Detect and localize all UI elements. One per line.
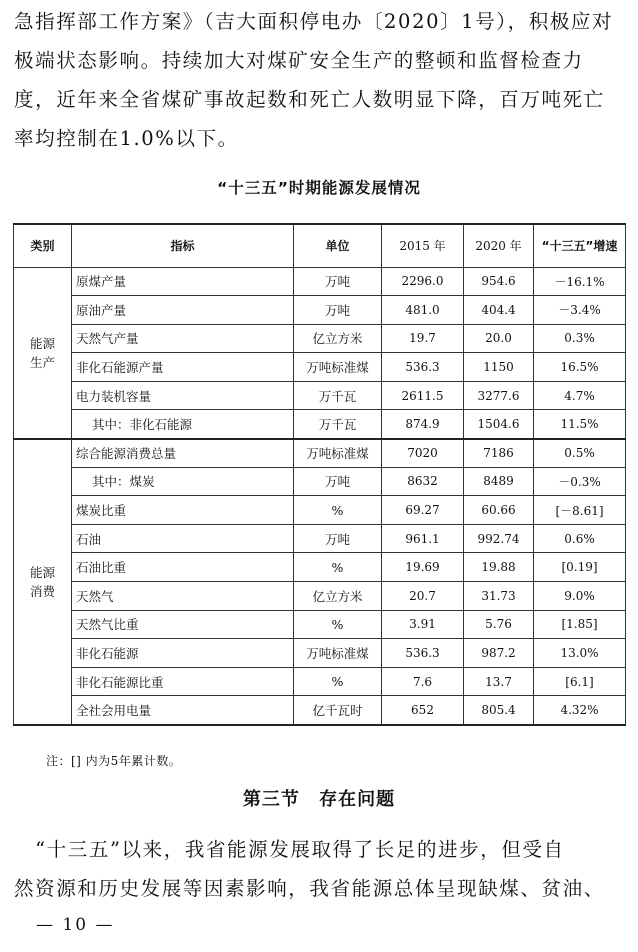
growth-cell: 0.5% xyxy=(534,439,626,468)
value-2015-cell: 2611.5 xyxy=(382,381,464,410)
unit-cell: 万吨 xyxy=(294,267,382,296)
unit-cell: 万吨 xyxy=(294,296,382,325)
value-2015-cell: 2296.0 xyxy=(382,267,464,296)
growth-cell: －0.3% xyxy=(534,467,626,496)
header-indicator: 指标 xyxy=(72,224,294,267)
text-line: 急指挥部工作方案》（吉大面积停电办〔2020〕1号），积极应对 xyxy=(14,10,614,33)
value-2020-cell: 7186 xyxy=(464,439,534,468)
growth-cell: 4.7% xyxy=(534,381,626,410)
value-2015-cell: 69.27 xyxy=(382,496,464,525)
indicator-cell: 非化石能源比重 xyxy=(72,667,294,696)
unit-cell: 万千瓦 xyxy=(294,410,382,439)
table-row xyxy=(14,553,626,582)
value-2020-cell: 19.88 xyxy=(464,553,534,582)
indicator-cell: 天然气产量 xyxy=(72,324,294,353)
closing-paragraph xyxy=(14,830,624,908)
growth-cell: [1.85] xyxy=(534,610,626,639)
section-title: 存在问题 xyxy=(319,789,396,810)
unit-cell: % xyxy=(294,610,382,639)
category-label: 能源 xyxy=(29,564,55,580)
section-number: 第三节 xyxy=(242,789,300,810)
indicator-cell: 非化石能源产量 xyxy=(72,353,294,382)
table-header-row xyxy=(14,224,626,267)
page-number: — 10 — xyxy=(36,915,115,935)
value-2015-cell: 874.9 xyxy=(382,410,464,439)
header-unit: 单位 xyxy=(294,224,382,267)
table-row xyxy=(14,496,626,525)
header-growth: “十三五”增速 xyxy=(534,224,626,267)
unit-cell: 亿立方米 xyxy=(294,582,382,611)
growth-cell: 9.0% xyxy=(534,582,626,611)
table-row xyxy=(14,467,626,496)
table-title: “十三五”时期能源发展情况 xyxy=(217,179,421,197)
energy-development-table xyxy=(13,223,626,726)
table-row xyxy=(14,582,626,611)
value-2015-cell: 19.69 xyxy=(382,553,464,582)
unit-cell: 亿立方米 xyxy=(294,324,382,353)
value-2015-cell: 20.7 xyxy=(382,582,464,611)
growth-cell: －16.1% xyxy=(534,267,626,296)
table-row xyxy=(14,296,626,325)
unit-cell: 万千瓦 xyxy=(294,381,382,410)
category-label: 消费 xyxy=(29,583,55,599)
indicator-cell: 石油比重 xyxy=(72,553,294,582)
text-line: 度，近年来全省煤矿事故起数和死亡人数明显下降，百万吨死亡 xyxy=(14,88,605,111)
value-2020-cell: 954.6 xyxy=(464,267,534,296)
indicator-cell: 石油 xyxy=(72,524,294,553)
value-2015-cell: 536.3 xyxy=(382,639,464,668)
section-heading xyxy=(0,785,638,811)
table-row xyxy=(14,610,626,639)
value-2015-cell: 8632 xyxy=(382,467,464,496)
category-cell xyxy=(14,267,72,439)
category-label: 能源 xyxy=(29,335,55,351)
value-2015-cell: 7020 xyxy=(382,439,464,468)
unit-cell: 万吨标准煤 xyxy=(294,353,382,382)
table-note: 注：[] 内为5年累计数。 xyxy=(46,754,182,768)
indicator-cell: 天然气 xyxy=(72,582,294,611)
table-row xyxy=(14,667,626,696)
value-2020-cell: 3277.6 xyxy=(464,381,534,410)
value-2020-cell: 31.73 xyxy=(464,582,534,611)
table-row xyxy=(14,439,626,468)
unit-cell: % xyxy=(294,553,382,582)
value-2020-cell: 1504.6 xyxy=(464,410,534,439)
growth-cell: 0.3% xyxy=(534,324,626,353)
growth-cell: 11.5% xyxy=(534,410,626,439)
value-2015-cell: 19.7 xyxy=(382,324,464,353)
value-2020-cell: 8489 xyxy=(464,467,534,496)
header-2020: 2020 年 xyxy=(464,224,534,267)
text-line: “十三五”以来，我省能源发展取得了长足的进步，但受自 xyxy=(14,838,565,861)
unit-cell: % xyxy=(294,667,382,696)
value-2020-cell: 60.66 xyxy=(464,496,534,525)
unit-cell: 万吨标准煤 xyxy=(294,639,382,668)
indicator-cell: 其中：非化石能源 xyxy=(72,410,294,439)
growth-cell: [0.19] xyxy=(534,553,626,582)
unit-cell: 万吨 xyxy=(294,524,382,553)
value-2020-cell: 20.0 xyxy=(464,324,534,353)
growth-cell: 13.0% xyxy=(534,639,626,668)
table-row xyxy=(14,381,626,410)
value-2020-cell: 987.2 xyxy=(464,639,534,668)
indicator-cell: 全社会用电量 xyxy=(72,696,294,725)
unit-cell: % xyxy=(294,496,382,525)
value-2020-cell: 992.74 xyxy=(464,524,534,553)
growth-cell: 4.32% xyxy=(534,696,626,725)
category-cell xyxy=(14,439,72,725)
growth-cell: －3.4% xyxy=(534,296,626,325)
text-line: 极端状态影响。持续加大对煤矿安全生产的整顿和监督检查力 xyxy=(14,49,584,72)
indicator-cell: 原煤产量 xyxy=(72,267,294,296)
table-row xyxy=(14,324,626,353)
unit-cell: 万吨标准煤 xyxy=(294,439,382,468)
table-row xyxy=(14,410,626,439)
table-row xyxy=(14,696,626,725)
intro-paragraph xyxy=(14,2,624,158)
indicator-cell: 原油产量 xyxy=(72,296,294,325)
table-row xyxy=(14,267,626,296)
table-row xyxy=(14,353,626,382)
unit-cell: 亿千瓦时 xyxy=(294,696,382,725)
value-2020-cell: 1150 xyxy=(464,353,534,382)
value-2015-cell: 536.3 xyxy=(382,353,464,382)
unit-cell: 万吨 xyxy=(294,467,382,496)
indicator-cell: 其中：煤炭 xyxy=(72,467,294,496)
value-2015-cell: 3.91 xyxy=(382,610,464,639)
value-2015-cell: 7.6 xyxy=(382,667,464,696)
indicator-cell: 电力装机容量 xyxy=(72,381,294,410)
table-row xyxy=(14,524,626,553)
value-2015-cell: 961.1 xyxy=(382,524,464,553)
header-category: 类别 xyxy=(14,224,72,267)
value-2020-cell: 5.76 xyxy=(464,610,534,639)
category-label: 生产 xyxy=(29,354,55,370)
indicator-cell: 非化石能源 xyxy=(72,639,294,668)
indicator-cell: 天然气比重 xyxy=(72,610,294,639)
table-row xyxy=(14,639,626,668)
growth-cell: 0.6% xyxy=(534,524,626,553)
indicator-cell: 综合能源消费总量 xyxy=(72,439,294,468)
growth-cell: [6.1] xyxy=(534,667,626,696)
value-2020-cell: 404.4 xyxy=(464,296,534,325)
value-2020-cell: 13.7 xyxy=(464,667,534,696)
text-line: 然资源和历史发展等因素影响，我省能源总体呈现缺煤、贫油、 xyxy=(14,877,605,900)
value-2015-cell: 481.0 xyxy=(382,296,464,325)
growth-cell: 16.5% xyxy=(534,353,626,382)
indicator-cell: 煤炭比重 xyxy=(72,496,294,525)
header-2015: 2015 年 xyxy=(382,224,464,267)
value-2015-cell: 652 xyxy=(382,696,464,725)
growth-cell: [－8.61] xyxy=(534,496,626,525)
value-2020-cell: 805.4 xyxy=(464,696,534,725)
text-line: 率均控制在1.0%以下。 xyxy=(14,127,239,150)
